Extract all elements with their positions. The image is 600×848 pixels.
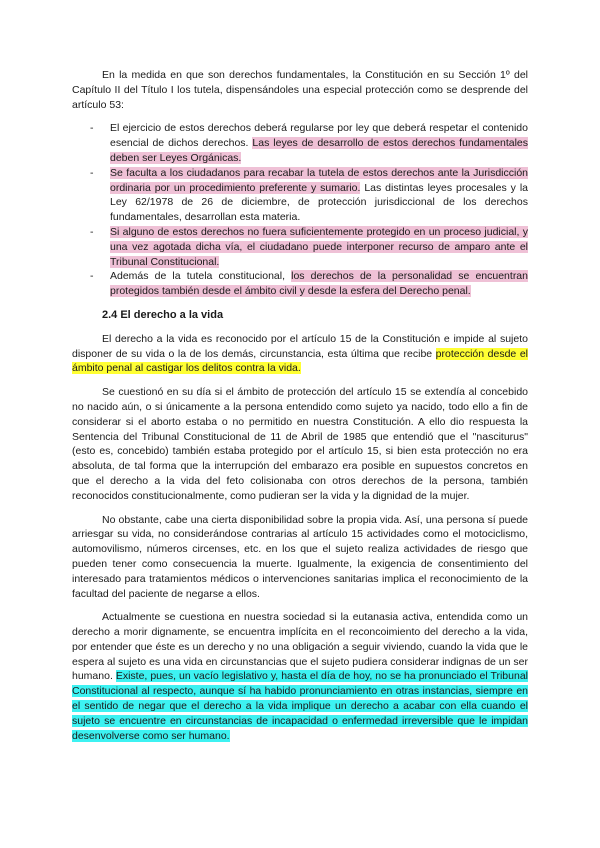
list-item-text: Las distintas leyes procesales y la Ley 62/1978 de 26 de diciembre, de protección jurisdiccional de los derechos fundamentales, desarrollan esta materia. — [110, 181, 528, 224]
section-heading: 2.4 El derecho a la vida — [102, 308, 224, 321]
list-item-text: Además de la tutela constitucional, — [110, 270, 292, 283]
pink-highlight: los derechos de la personalidad se encuentran protegidos también desde el ámbito civil y desde la esfera del Derecho penal. — [110, 270, 528, 298]
pink-highlight: Las leyes de desarrollo de estos derechos fundamentales deben ser Leyes Orgánicas. — [110, 137, 529, 164]
list-item — [72, 269, 528, 299]
protection-list — [72, 121, 528, 299]
list-dash: - — [90, 225, 94, 238]
document-body — [72, 68, 528, 752]
pink-highlight: Si alguno de estos derechos no fuera suficientemente protegido en un proceso judicial, y una vez agotada dicha vía, el ciudadano puede interponer recurso de amparo ante el Tribunal Constitucional. — [110, 225, 528, 268]
pink-highlight: Se faculta a los ciudadanos para recabar la tutela de estos derechos ante la Jurisdicción ordinaria por un procedimiento preferente y sumario. — [110, 166, 528, 194]
list-dash: - — [90, 270, 94, 283]
list-item-text: El ejercicio de estos derechos deberá regularse por ley que deberá respetar el contenido esencial de dichos derechos. — [110, 122, 528, 150]
paragraph-disposability: No obstante, cabe una cierta disponibilidad sobre la propia vida. Así, una persona sí puede arriesgar su vida, no considerándose contrarias al artículo 15 actividades como el motociclismo, automovilismo, números circenses, etc. en los que el sujeto realiza actividades de riesgo que pueden tener como consecuencia la muerte. Igualmente, la exigencia de consentimiento del interesado para tratamientos médicos o intervenciones sanitarias implica el reconocimiento de la facultad del paciente de negarse a ellos. — [72, 513, 528, 600]
list-item — [72, 166, 528, 225]
list-item — [72, 225, 528, 269]
list-dash: - — [90, 166, 94, 179]
paragraph-text: Actualmente se cuestiona en nuestra sociedad si la eutanasia activa, entendida como un derecho a morir dignamente, se encuentra implícita en el reconcoimiento del derecho a la vida, por entender que éste es un derecho y no una obligación a seguir viviendo, cuando la vida que le espera al sujeto es una vida en circunstancias que el sujeto pudiera considerar indignas de un ser humano. — [72, 611, 528, 683]
paragraph-right-to-life — [72, 332, 528, 376]
list-dash: - — [90, 122, 94, 135]
paragraph-nasciturus: Se cuestionó en su día si el ámbito de protección del artículo 15 se extendía al concebido no nacido aún, o si únicamente a la persona entendido como sujeto ya nacido, todo ello a fin de considerar si el aborto estaba o no permitido en nuestra Constitución. A ello dio respuesta la Sentencia del Tribunal Constitucional de 11 de Abril de 1985 que entendió que el "nasciturus" (esto es, concebido) también estaba protegido por el artículo 15, si bien esta protección no era absoluta, de tal forma que la interrupción del embarazo era posible en supuestos concretos en que el derecho a la vida del feto colisionaba con otros derechos de la persona, también reconocidos constitucionalmente, como pudieran ser la vida y la dignidad de la mujer. — [72, 386, 528, 502]
paragraph-euthanasia — [72, 610, 528, 743]
paragraph-text: El derecho a la vida es reconocido por el artículo 15 de la Constitución e impide al sujeto disponer de su vida o la de los demás, circunstancia, esta última que recibe — [72, 332, 528, 360]
intro-paragraph: En la medida en que son derechos fundamentales, la Constitución en su Sección 1º del Capítulo II del Título I los tutela, dispensándoles una especial protección como se desprende del artículo 53: — [72, 69, 528, 111]
yellow-highlight: protección desde el ámbito penal al castigar los delitos contra la vida. — [72, 347, 528, 375]
list-item — [72, 121, 528, 165]
cyan-highlight: Existe, pues, un vacío legislativo y, hasta el día de hoy, no se ha pronunciado el Tribunal Constitucional al respecto, aunque sí ha habido pronunciamiento en otras instancias, siempre en el sentido de negar que el derecho a la vida implique un derecho a acabar con ella cuando el sujeto se encuentre en circunstancias de incapacidad o enfermedad irreversible que le impidan desenvolverse como ser humano. — [72, 670, 528, 742]
